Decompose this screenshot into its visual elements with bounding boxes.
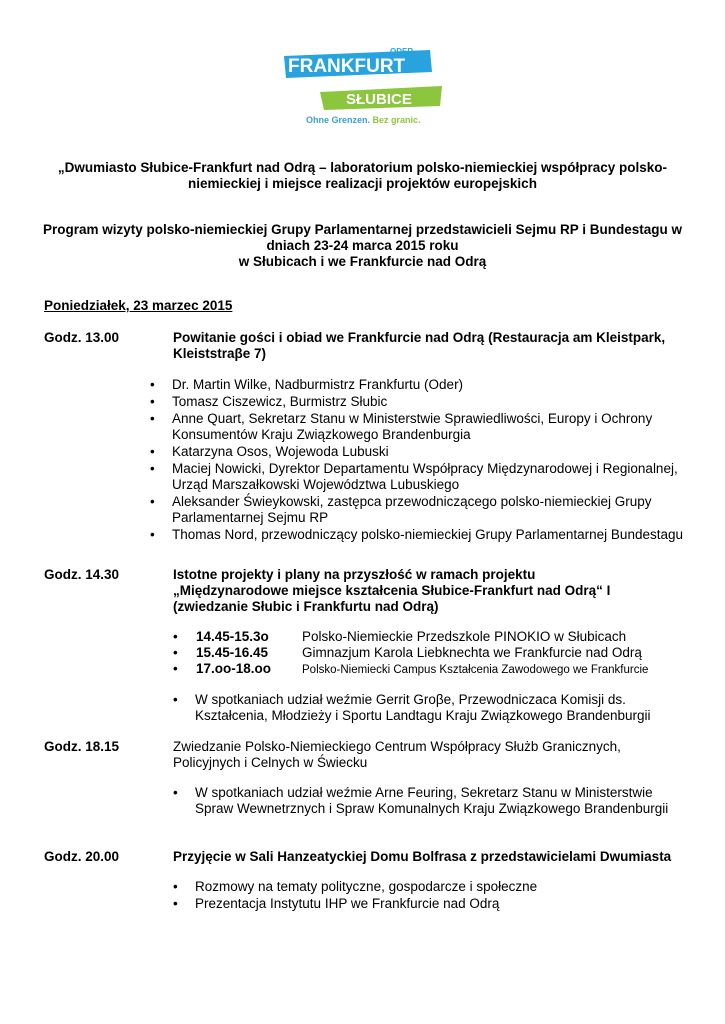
list-item: • Tomasz Ciszewicz, Burmistrz Słubic	[148, 394, 688, 410]
schedule-time: 14.45-15.3o	[196, 629, 269, 644]
s4-time: Godz. 20.00	[44, 849, 120, 864]
schedule-time: 15.45-16.45	[196, 645, 269, 660]
s4-title: Przyjęcie w Sali Hanzeatyckiej Domu Bolfrasa z przedstawicielami Dwumiasta	[173, 849, 672, 864]
s1-title	[173, 330, 693, 362]
list-item: • Anne Quart, Sekretarz Stanu w Ministerstwie Sprawiedliwości, Europy i Ochrony Konsumentów Kraju Związkowego Brandenburgia	[148, 411, 688, 443]
s2-time: Godz. 14.30	[44, 567, 120, 582]
schedule-desc: Gimnazjum Karola Liebknechta we Frankfurcie nad Odrą	[302, 645, 642, 660]
logo-oder-text: ODER	[390, 47, 414, 56]
s3-title-line-1: Zwiedzanie Polsko-Niemieckiego Centrum Współpracy Służb Granicznych,	[173, 739, 621, 754]
schedule-desc: Polsko-Niemieckie Przedszkole PINOKIO w Słubicach	[302, 629, 627, 644]
list-item: • Katarzyna Osos, Wojewoda Lubuski	[148, 444, 688, 460]
list-item: • W spotkaniach udział weźmie Arne Feuring, Sekretarz Stanu w Ministerstwie Spraw Wewnetrznych i Spraw Komunalnych Kraju Związkowego Brandenburgii	[171, 785, 676, 817]
document-title	[40, 160, 685, 192]
s4-list	[171, 879, 676, 913]
title-line-1: „Dwumiasto Słubice-Frankfurt nad Odrą – laboratorium polsko-niemieckiej współpracy polsko-	[57, 160, 668, 175]
tagline-de: Ohne Grenzen.	[306, 115, 371, 125]
s2-title-line-2: „Międzynarodowe miejsce kształcenia Słubice-Frankfurt nad Odrą“ I	[173, 583, 611, 598]
day-heading: Poniedziałek, 23 marzec 2015	[44, 298, 233, 313]
program-heading	[40, 222, 685, 270]
schedule-desc: Polsko-Niemiecki Campus Kształcenia Zawodowego we Frankfurcie	[302, 664, 649, 676]
title-line-2: niemieckiej i miejsce realizacji projektów europejskich	[188, 176, 537, 191]
s3-title-line-2: Policyjnych i Celnych w Świecku	[173, 755, 368, 770]
s1-time: Godz. 13.00	[44, 330, 120, 345]
s3-title	[173, 739, 693, 771]
s2-schedule-list	[171, 629, 648, 678]
logo-slubice-text: SŁUBICE	[346, 91, 412, 108]
s2-note-list	[171, 692, 676, 725]
schedule-time: 17.oo-18.oo	[196, 661, 272, 676]
list-item: • Thomas Nord, przewodniczący polsko-niemieckiej Grupy Parlamentarnej Bundestagu	[148, 527, 688, 543]
program-line-1: Program wizyty polsko-niemieckiej Grupy Parlamentarnej przedstawicieli Sejmu RP i Bundestagu w	[43, 222, 682, 237]
list-item: • W spotkaniach udział weźmie Gerrit Groβe, Przewodniczaca Komisji ds. Kształcenia, Młodzieży i Sportu Landtagu Kraju Związkowego Brandenburgii	[171, 692, 676, 724]
s2-title-line-1: Istotne projekty i plany na przyszłość w ramach projektu	[173, 567, 536, 582]
s2-title-line-3: (zwiedzanie Słubic i Frankfurtu nad Odrą)	[173, 599, 439, 614]
list-item: • Aleksander Świeykowski, zastępca przewodniczącego polsko-niemieckiej Grupy Parlamentarnej Sejmu RP	[148, 494, 688, 526]
schedule-item	[171, 661, 648, 678]
logo-frankfurt-text: FRANKFURT	[288, 56, 406, 77]
s1-title-line-1: Powitanie gości i obiad we Frankfurcie nad Odrą (Restauracja am Kleistpark,	[173, 330, 666, 345]
s1-attendee-list	[148, 377, 688, 544]
schedule-item	[171, 629, 648, 645]
s3-time: Godz. 18.15	[44, 739, 120, 754]
program-line-2: dniach 23-24 marca 2015 roku	[266, 238, 459, 253]
tagline-pl: Bez granic.	[372, 115, 421, 125]
logo-tagline	[306, 115, 421, 125]
list-item: • Rozmowy na tematy polityczne, gospodarcze i społeczne	[171, 879, 676, 895]
s2-title	[173, 567, 693, 615]
list-item: • Dr. Martin Wilke, Nadburmistrz Frankfurtu (Oder)	[148, 377, 688, 393]
s1-title-line-2: Kleiststraβe 7)	[173, 346, 267, 361]
list-item: • Maciej Nowicki, Dyrektor Departamentu Współpracy Międzynarodowej i Regionalnej, Urząd Marszałkowski Województwa Lubuskiego	[148, 461, 688, 493]
list-item: • Prezentacja Instytutu IHP we Frankfurcie nad Odrą	[171, 896, 676, 912]
schedule-item	[171, 645, 648, 661]
program-line-3: w Słubicach i we Frankfurcie nad Odrą	[238, 254, 487, 269]
s3-note-list	[171, 785, 676, 818]
